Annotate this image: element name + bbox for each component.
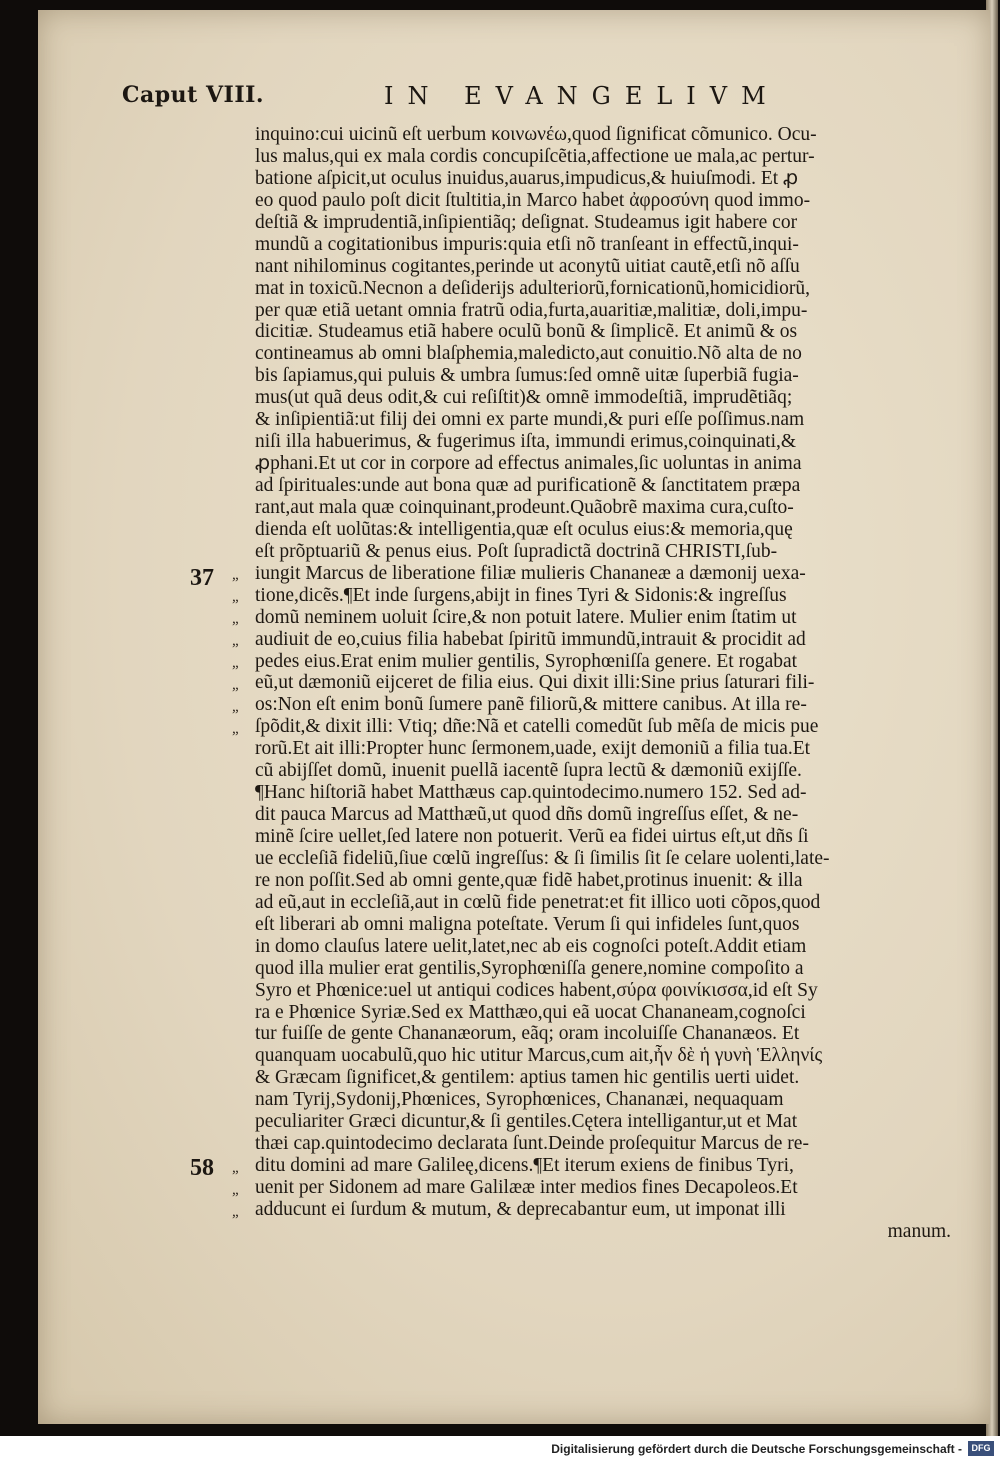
text-line: nant nihilominus cogitantes,perinde ut aconytũ uitiat cautẽ,etſi nõ aſſu [255, 255, 800, 277]
text-line: contineamus ab omni blaſphemia,maledicto,aut conuitio.Nõ alta de no [255, 343, 802, 365]
text-line: mus(ut quã deus odit,& cui reſiſtit)& omnẽ immodeſtiã, imprudẽtiãq; [255, 387, 793, 409]
running-title: IN EVANGELIVM [384, 82, 780, 110]
body-text [255, 124, 955, 1243]
text-line: pedes eius.Erat enim mulier gentilis, Syrophœniſſa genere. Et rogabat [255, 650, 798, 672]
marginal-quote-mark: „ [232, 567, 239, 583]
text-line: niſi illa habuerimus, & fugerimus iſta, immundi erimus,coinquinati,& [255, 431, 797, 453]
text-line: inquino:cui uicinũ eſt uerbum κοινωνέω,quod ſignificat cõmunico. Ocu- [255, 124, 817, 145]
text-line: ad eũ,aut in eccleſiã,aut in cœlũ fide penetrat:et fit illico uoti cõpos,quod [255, 891, 821, 913]
text-line: quanquam uocabulũ,quo hic utitur Marcus,cum ait,ἦν δὲ ἡ γυνὴ Ἑλληνίς [255, 1045, 823, 1067]
text-line: in domo clauſus latere uelit,latet,nec ab eis cognoſci poteſt.Addit etiam [255, 935, 807, 957]
text-line: per quæ etiã uetant omnia fratrũ odia,furta,auaritiæ,malitiæ, doli,impu- [255, 299, 808, 321]
text-line: ditu domini ad mare Galileę,dicens.¶Et iterum exiens de finibus Tyri, [255, 1155, 794, 1177]
verse-number: 37 [190, 565, 214, 591]
text-line: uenit per Sidonem ad mare Galilææ inter medios fines Decapoleos.Et [255, 1177, 798, 1198]
text-line: eo quod paulo poſt dicit ſtultitia,in Marco habet ἀφροσύνη quod immo- [255, 189, 811, 211]
text-line: eſt liberari ab omni maligna poteſtate. Verum ſi qui infideles ſunt,quos [255, 913, 800, 935]
text-line: mundũ a cogitationibus impuris:quia etſi nõ tranſeant in effectũ,inqui- [255, 233, 799, 255]
text-line: ue eccleſiã fideliũ,ſiue cœlũ ingreſſus: & ſi ſimilis ſit ſe celare uolenti,late- [255, 847, 830, 869]
text-line: & inſipientiã:ut filij dei omni ex parte mundi,& puri eſſe poſſimus.nam [255, 409, 805, 431]
text-line: tur fuiſſe de gente Chananæorum, eãq; oram incoluiſſe Chananæos. Et [255, 1023, 800, 1045]
text-line: rant,aut mala quæ coinquinant,prodeunt.Quãobrẽ maxima cura,cuſto- [255, 496, 794, 518]
text-line: cũ abijſſet domũ, inuenit puellã iacentẽ ſupra lectũ & dæmoniũ exijſſe. [255, 760, 802, 782]
text-line: ad ſpirituales:unde aut bona quæ ad purificationẽ & ſanctitatem præpa [255, 475, 801, 496]
text-line: batione aſpicit,ut oculus inuidus,auarus,impudicus,& huiuſmodi. Et ꝓ [255, 167, 799, 189]
text-line: domũ neminem uoluit ſcire,& non potuit latere. Mulier enim ſtatim ut [255, 606, 797, 628]
text-line: iungit Marcus de liberatione filiæ mulieris Chananeæ a dæmonij uexa- [255, 562, 806, 584]
verse-number: 58 [190, 1155, 214, 1181]
dfg-logo-icon: DFG [968, 1441, 994, 1456]
text-line: ꝓphani.Et ut cor in corpore ad effectus animales,ſic uoluntas in anima [255, 453, 802, 475]
text-line: eſt prõptuariũ & penus eius. Poſt ſupradictã doctrinã CHRISTI,ſub- [255, 540, 778, 562]
footer-bar [0, 1436, 1000, 1462]
marginal-quote-mark: „ [232, 588, 239, 605]
text-line: adducunt ei ſurdum & mutum, & deprecabantur eum, ut imponat illi [255, 1198, 786, 1220]
marginal-quote-mark: „ [232, 1181, 239, 1198]
marginal-quote-mark: „ [232, 654, 239, 671]
marginal-quote-mark: „ [232, 1203, 239, 1220]
text-line: minẽ ſcire uellet,ſed latere non potuerit. Verũ ea fidei uirtus eſt,ut dñs ſi [255, 826, 809, 847]
text-line: audiuit de eo,cuius filia habebat ſpiritũ immundũ,intrauit & procidit ad [255, 628, 806, 650]
text-line: & Græcam ſignificet,& gentilem: aptius tamen hic gentilis uerti uidet. [255, 1067, 800, 1089]
text-line: ra e Phœnice Syriæ.Sed ex Matthæo,qui eã uocat Chananeam,cognoſci [255, 1001, 806, 1023]
text-line: deſtiã & imprudentiã,inſipientiãq; deſignat. Studeamus igit habere cor [255, 211, 798, 233]
marginal-quote-mark: „ [232, 632, 239, 649]
text-line: manum. [887, 1220, 951, 1242]
text-line: ¶Hanc hiſtoriã habet Matthæus cap.quintodecimo.numero 152. Sed ad- [255, 782, 807, 804]
funding-note: Digitalisierung gefördert durch die Deutsche Forschungsgemeinschaft - [551, 1442, 962, 1456]
text-line: tione,dicẽs.¶Et inde ſurgens,abijt in fines Tyri & Sidonis:& ingreſſus [255, 584, 787, 606]
text-line: thæi cap.quintodecimo declarata ſunt.Deinde proſequitur Marcus de re- [255, 1133, 809, 1155]
text-line: Syro et Phœnice:uel ut antiqui codices habent,σύρα φοινίκισσα,id eſt Sy [255, 979, 818, 1001]
marginal-quote-mark: „ [232, 698, 239, 715]
text-line: dicitiæ. Studeamus etiã habere oculũ bonũ & ſimplicẽ. Et animũ & os [255, 321, 798, 343]
text-line: quod illa mulier erat gentilis,Syrophœniſſa genere,nomine compoſito a [255, 957, 804, 979]
text-line: rorũ.Et ait illi:Propter hunc ſermonem,uade, exijt demoniũ a filia tua.Et [255, 738, 811, 760]
text-line: bis ſapiamus,qui puluis & umbra ſumus:ſed omnẽ uitæ ſuperbiã fugia- [255, 365, 799, 387]
text-line: re non poſſit.Sed ab omni gente,quæ fidẽ habet,protinus inuenit: & illa [255, 869, 803, 891]
text-line: lus malus,qui ex mala cordis concupiſcẽtia,affectione ue mala,ac pertur- [255, 145, 815, 167]
chapter-label: Caput VIII. [122, 82, 265, 108]
text-line: dit pauca Marcus ad Matthæũ,ut quod dñs domũ ingreſſus eſſet, & ne- [255, 804, 799, 826]
text-line: nam Tyrij,Sydonij,Phœnices, Syrophœnices, Chananæi, nequaquam [255, 1089, 784, 1111]
marginal-quote-mark: „ [232, 610, 239, 627]
text-line: os:Non eſt enim bonũ ſumere panẽ filiorũ,& mittere canibus. At illa re- [255, 694, 807, 716]
text-line: eũ,ut dæmoniũ eijceret de filia eius. Qui dixit illi:Sine prius ſaturari fili- [255, 672, 815, 694]
text-line: ſpõdit,& dixit illi: Vtiq; dñe:Nã et catelli comedũt ſub mẽſa de micis pue [255, 716, 819, 738]
marginal-quote-mark: „ [232, 1159, 239, 1176]
marginal-quote-mark: „ [232, 720, 239, 737]
text-line: peculiariter Græci dicuntur,& ſi gentiles.Cętera intelligantur,ut et Mat [255, 1111, 798, 1133]
text-line: dienda eſt uolũtas:& intelligentia,quæ eſt oculus eius:& memoria,quę [255, 518, 793, 540]
page-header [122, 82, 992, 116]
text-line: mat in toxicũ.Necnon a deſiderijs adulteriorũ,fornicationũ,homicidiorũ, [255, 277, 811, 299]
marginal-quote-mark: „ [232, 676, 239, 693]
